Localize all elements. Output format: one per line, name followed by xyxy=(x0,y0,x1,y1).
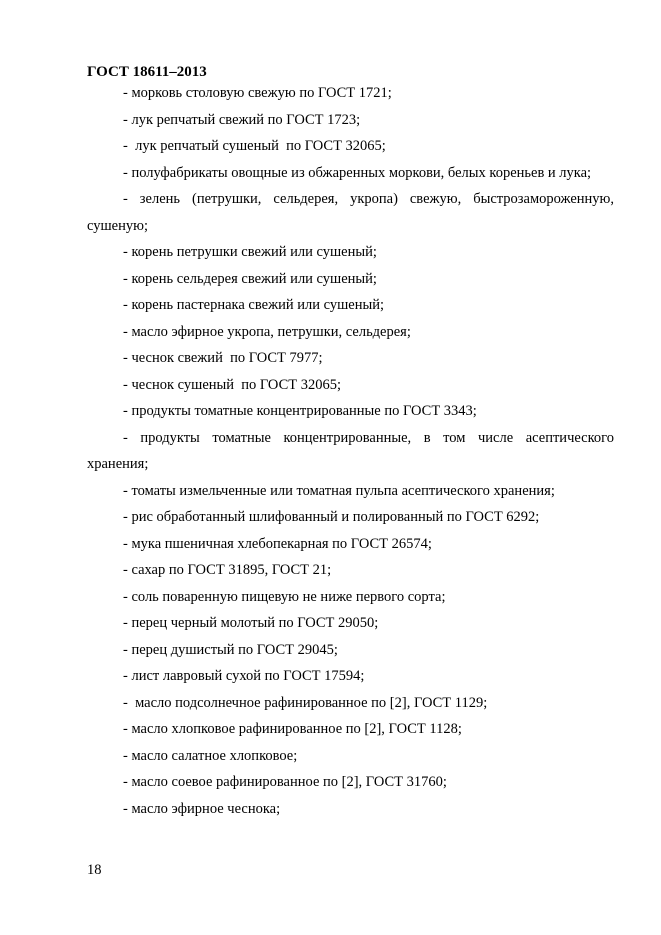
list-item: - полуфабрикаты овощные из обжаренных моркови, белых кореньев и лука; xyxy=(123,164,592,181)
list-item: - мука пшеничная хлебопекарная по ГОСТ 26574; xyxy=(123,535,432,552)
list-item: - лук репчатый свежий по ГОСТ 1723; xyxy=(123,111,361,128)
list-item: - продукты томатные концентрированные, в том числе асептического хранения; xyxy=(87,429,614,472)
list-item: - зелень (петрушки, сельдерея, укропа) свежую, быстрозамороженную, сушеную; xyxy=(87,191,614,234)
document-body xyxy=(87,80,614,822)
list-item: - корень петрушки свежий или сушеный; xyxy=(123,244,377,260)
list-item: - масло соевое рафинированное по [2], ГОСТ 31760; xyxy=(123,774,447,790)
page-number: 18 xyxy=(87,862,102,878)
list-item: - корень сельдерея свежий или сушеный; xyxy=(123,270,377,287)
list-item: - масло эфирное чеснока; xyxy=(123,800,281,817)
list-item: - сахар по ГОСТ 31895, ГОСТ 21; xyxy=(123,562,332,578)
list-item: - чеснок сушеный по ГОСТ 32065; xyxy=(123,376,342,393)
list-item: - лист лавровый сухой по ГОСТ 17594; xyxy=(123,668,365,684)
list-item: - перец черный молотый по ГОСТ 29050; xyxy=(123,615,379,631)
list-item: - масло подсолнечное рафинированное по [2], ГОСТ 1129; xyxy=(123,694,488,711)
list-item: - масло салатное хлопковое; xyxy=(123,747,298,764)
list-item: - масло эфирное укропа, петрушки, сельдерея; xyxy=(123,323,411,340)
list-item: - морковь столовую свежую по ГОСТ 1721; xyxy=(123,85,392,101)
document-header: ГОСТ 18611–2013 xyxy=(87,64,207,80)
list-item: - продукты томатные концентрированные по ГОСТ 3343; xyxy=(123,403,477,419)
list-item: - рис обработанный шлифованный и полированный по ГОСТ 6292; xyxy=(123,509,540,525)
list-item: - масло хлопковое рафинированное по [2], ГОСТ 1128; xyxy=(123,721,462,737)
list-item: - томаты измельченные или томатная пульпа асептического хранения; xyxy=(123,482,555,499)
list-item: - чеснок свежий по ГОСТ 7977; xyxy=(123,350,323,366)
list-item: - перец душистый по ГОСТ 29045; xyxy=(123,641,338,658)
list-item: - соль поваренную пищевую не ниже первого сорта; xyxy=(123,588,446,605)
list-item: - корень пастернака свежий или сушеный; xyxy=(123,297,384,313)
list-item: - лук репчатый сушеный по ГОСТ 32065; xyxy=(123,138,386,154)
